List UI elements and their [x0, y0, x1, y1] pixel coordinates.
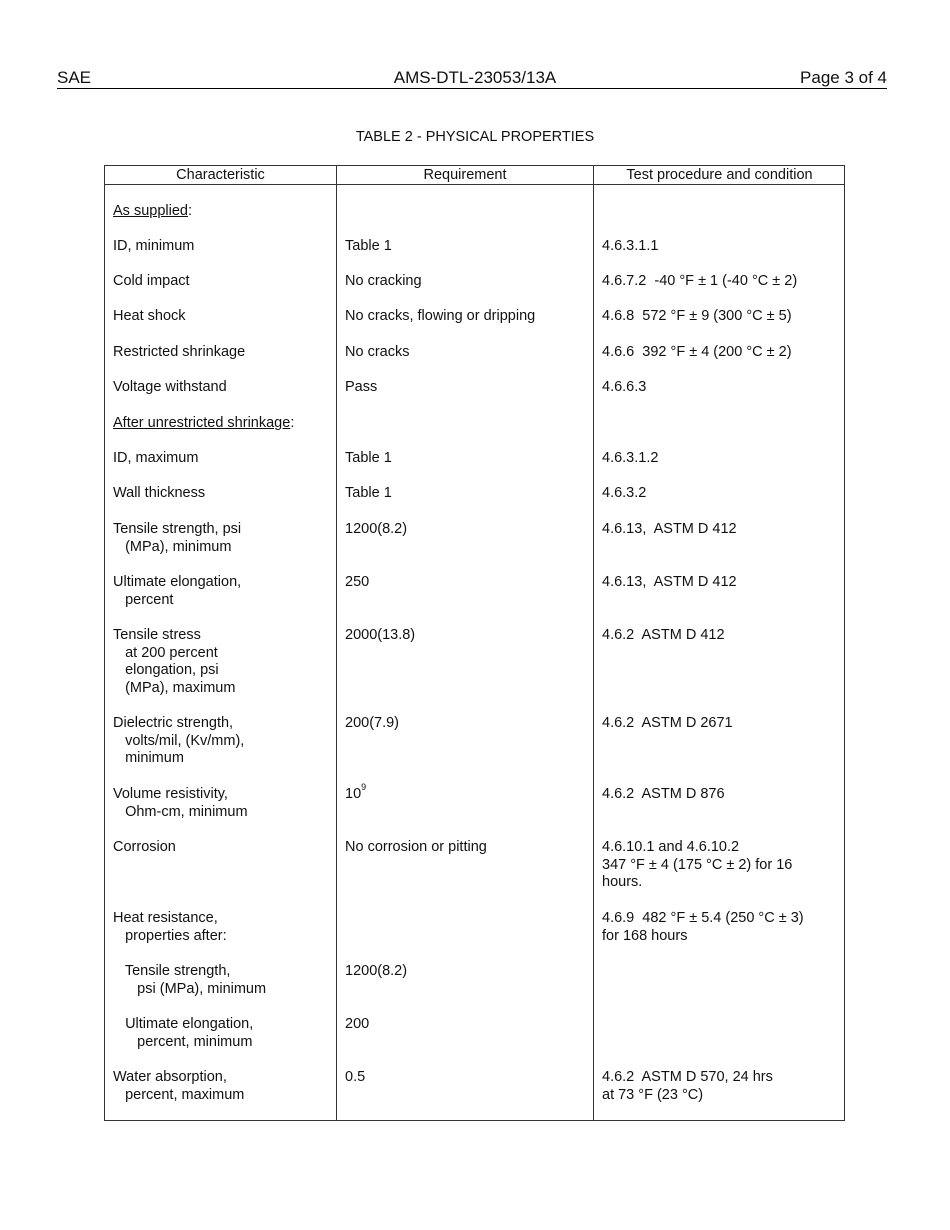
cell-characteristic: Restricted shrinkage	[113, 344, 246, 360]
cell-characteristic: Tensile strength, psi (MPa), minimum	[124, 963, 267, 997]
cell-characteristic: Corrosion	[113, 839, 176, 855]
header-divider	[105, 184, 844, 185]
cell-test: 4.6.7.2 -40 °F ± 1 (-40 °C ± 2)	[602, 273, 798, 289]
cell-test: 4.6.6 392 °F ± 4 (200 °C ± 2)	[602, 344, 792, 360]
cell-requirement: 200(7.9)	[345, 715, 400, 731]
cell-test: 4.6.3.1.2	[602, 450, 659, 466]
cell-requirement: No cracks, flowing or dripping	[345, 308, 536, 324]
cell-requirement: No cracks	[345, 344, 410, 360]
cell-characteristic: ID, maximum	[113, 450, 199, 466]
cell-characteristic: Tensile strength, psi (MPa), minimum	[113, 521, 242, 555]
cell-test: 4.6.3.2	[602, 485, 647, 501]
cell-characteristic: Ultimate elongation, percent	[113, 574, 242, 608]
cell-test: 4.6.2 ASTM D 2671	[602, 715, 733, 731]
section-label-as-supplied: As supplied:	[113, 203, 192, 219]
cell-characteristic: Tensile stress at 200 percent elongation, psi (MPa), maximum	[113, 627, 236, 696]
cell-test: 4.6.9 482 °F ± 5.4 (250 °C ± 3) for 168 hours	[602, 910, 804, 944]
cell-test: 4.6.2 ASTM D 876	[602, 786, 725, 802]
cell-characteristic: Heat resistance, properties after:	[113, 910, 227, 944]
cell-test: 4.6.10.1 and 4.6.10.2 347 °F ± 4 (175 °C ± 2) for 16 hours.	[602, 839, 793, 891]
cell-characteristic: Voltage withstand	[113, 379, 227, 395]
cell-characteristic: Dielectric strength, volts/mil, (Kv/mm), minimum	[113, 715, 245, 767]
column-divider	[593, 166, 594, 1120]
cell-requirement: $10^9$	[345, 782, 367, 802]
cell-requirement: No cracking	[345, 273, 422, 289]
cell-requirement: Pass	[345, 379, 378, 395]
cell-test: 4.6.2 ASTM D 570, 24 hrs at 73 °F (23 °C)	[602, 1069, 773, 1103]
column-header-requirement: Requirement	[423, 167, 507, 183]
cell-characteristic: Water absorption, percent, maximum	[113, 1069, 245, 1103]
cell-requirement: No corrosion or pitting	[345, 839, 487, 855]
cell-requirement: 1200(8.2)	[345, 521, 408, 537]
cell-requirement: 2000(13.8)	[345, 627, 416, 643]
cell-requirement: 250	[345, 574, 370, 590]
cell-test: 4.6.2 ASTM D 412	[602, 627, 725, 643]
cell-characteristic: Cold impact	[113, 273, 190, 289]
cell-test: 4.6.13, ASTM D 412	[602, 574, 737, 590]
cell-characteristic: Ultimate elongation, percent, minimum	[125, 1016, 254, 1050]
column-header-characteristic: Characteristic	[176, 167, 265, 183]
cell-requirement: Table 1	[345, 485, 392, 501]
cell-requirement: Table 1	[345, 238, 392, 254]
cell-requirement: Table 1	[345, 450, 392, 466]
cell-requirement: 1200(8.2)	[345, 963, 408, 979]
cell-test: 4.6.13, ASTM D 412	[602, 521, 737, 537]
header-doc-number: AMS-DTL-23053/13A	[393, 68, 557, 87]
section-label-after-shrinkage: After unrestricted shrinkage:	[113, 415, 295, 431]
page-header	[57, 68, 887, 89]
cell-test: 4.6.8 572 °F ± 9 (300 °C ± 5)	[602, 308, 792, 324]
column-header-test-procedure: Test procedure and condition	[626, 167, 813, 183]
physical-properties-table	[104, 165, 845, 1121]
table-title: TABLE 2 - PHYSICAL PROPERTIES	[355, 129, 595, 145]
cell-characteristic: ID, minimum	[113, 238, 195, 254]
cell-test: 4.6.3.1.1	[602, 238, 659, 254]
cell-characteristic: Wall thickness	[113, 485, 206, 501]
column-divider	[336, 166, 337, 1120]
cell-characteristic: Heat shock	[113, 308, 186, 324]
header-org: SAE	[57, 68, 92, 87]
cell-characteristic: Volume resistivity, Ohm-cm, minimum	[113, 786, 248, 820]
cell-test: 4.6.6.3	[602, 379, 647, 395]
cell-requirement: 200	[345, 1016, 370, 1032]
header-page-number: Page 3 of 4	[800, 68, 887, 87]
cell-requirement: 0.5	[345, 1069, 366, 1085]
